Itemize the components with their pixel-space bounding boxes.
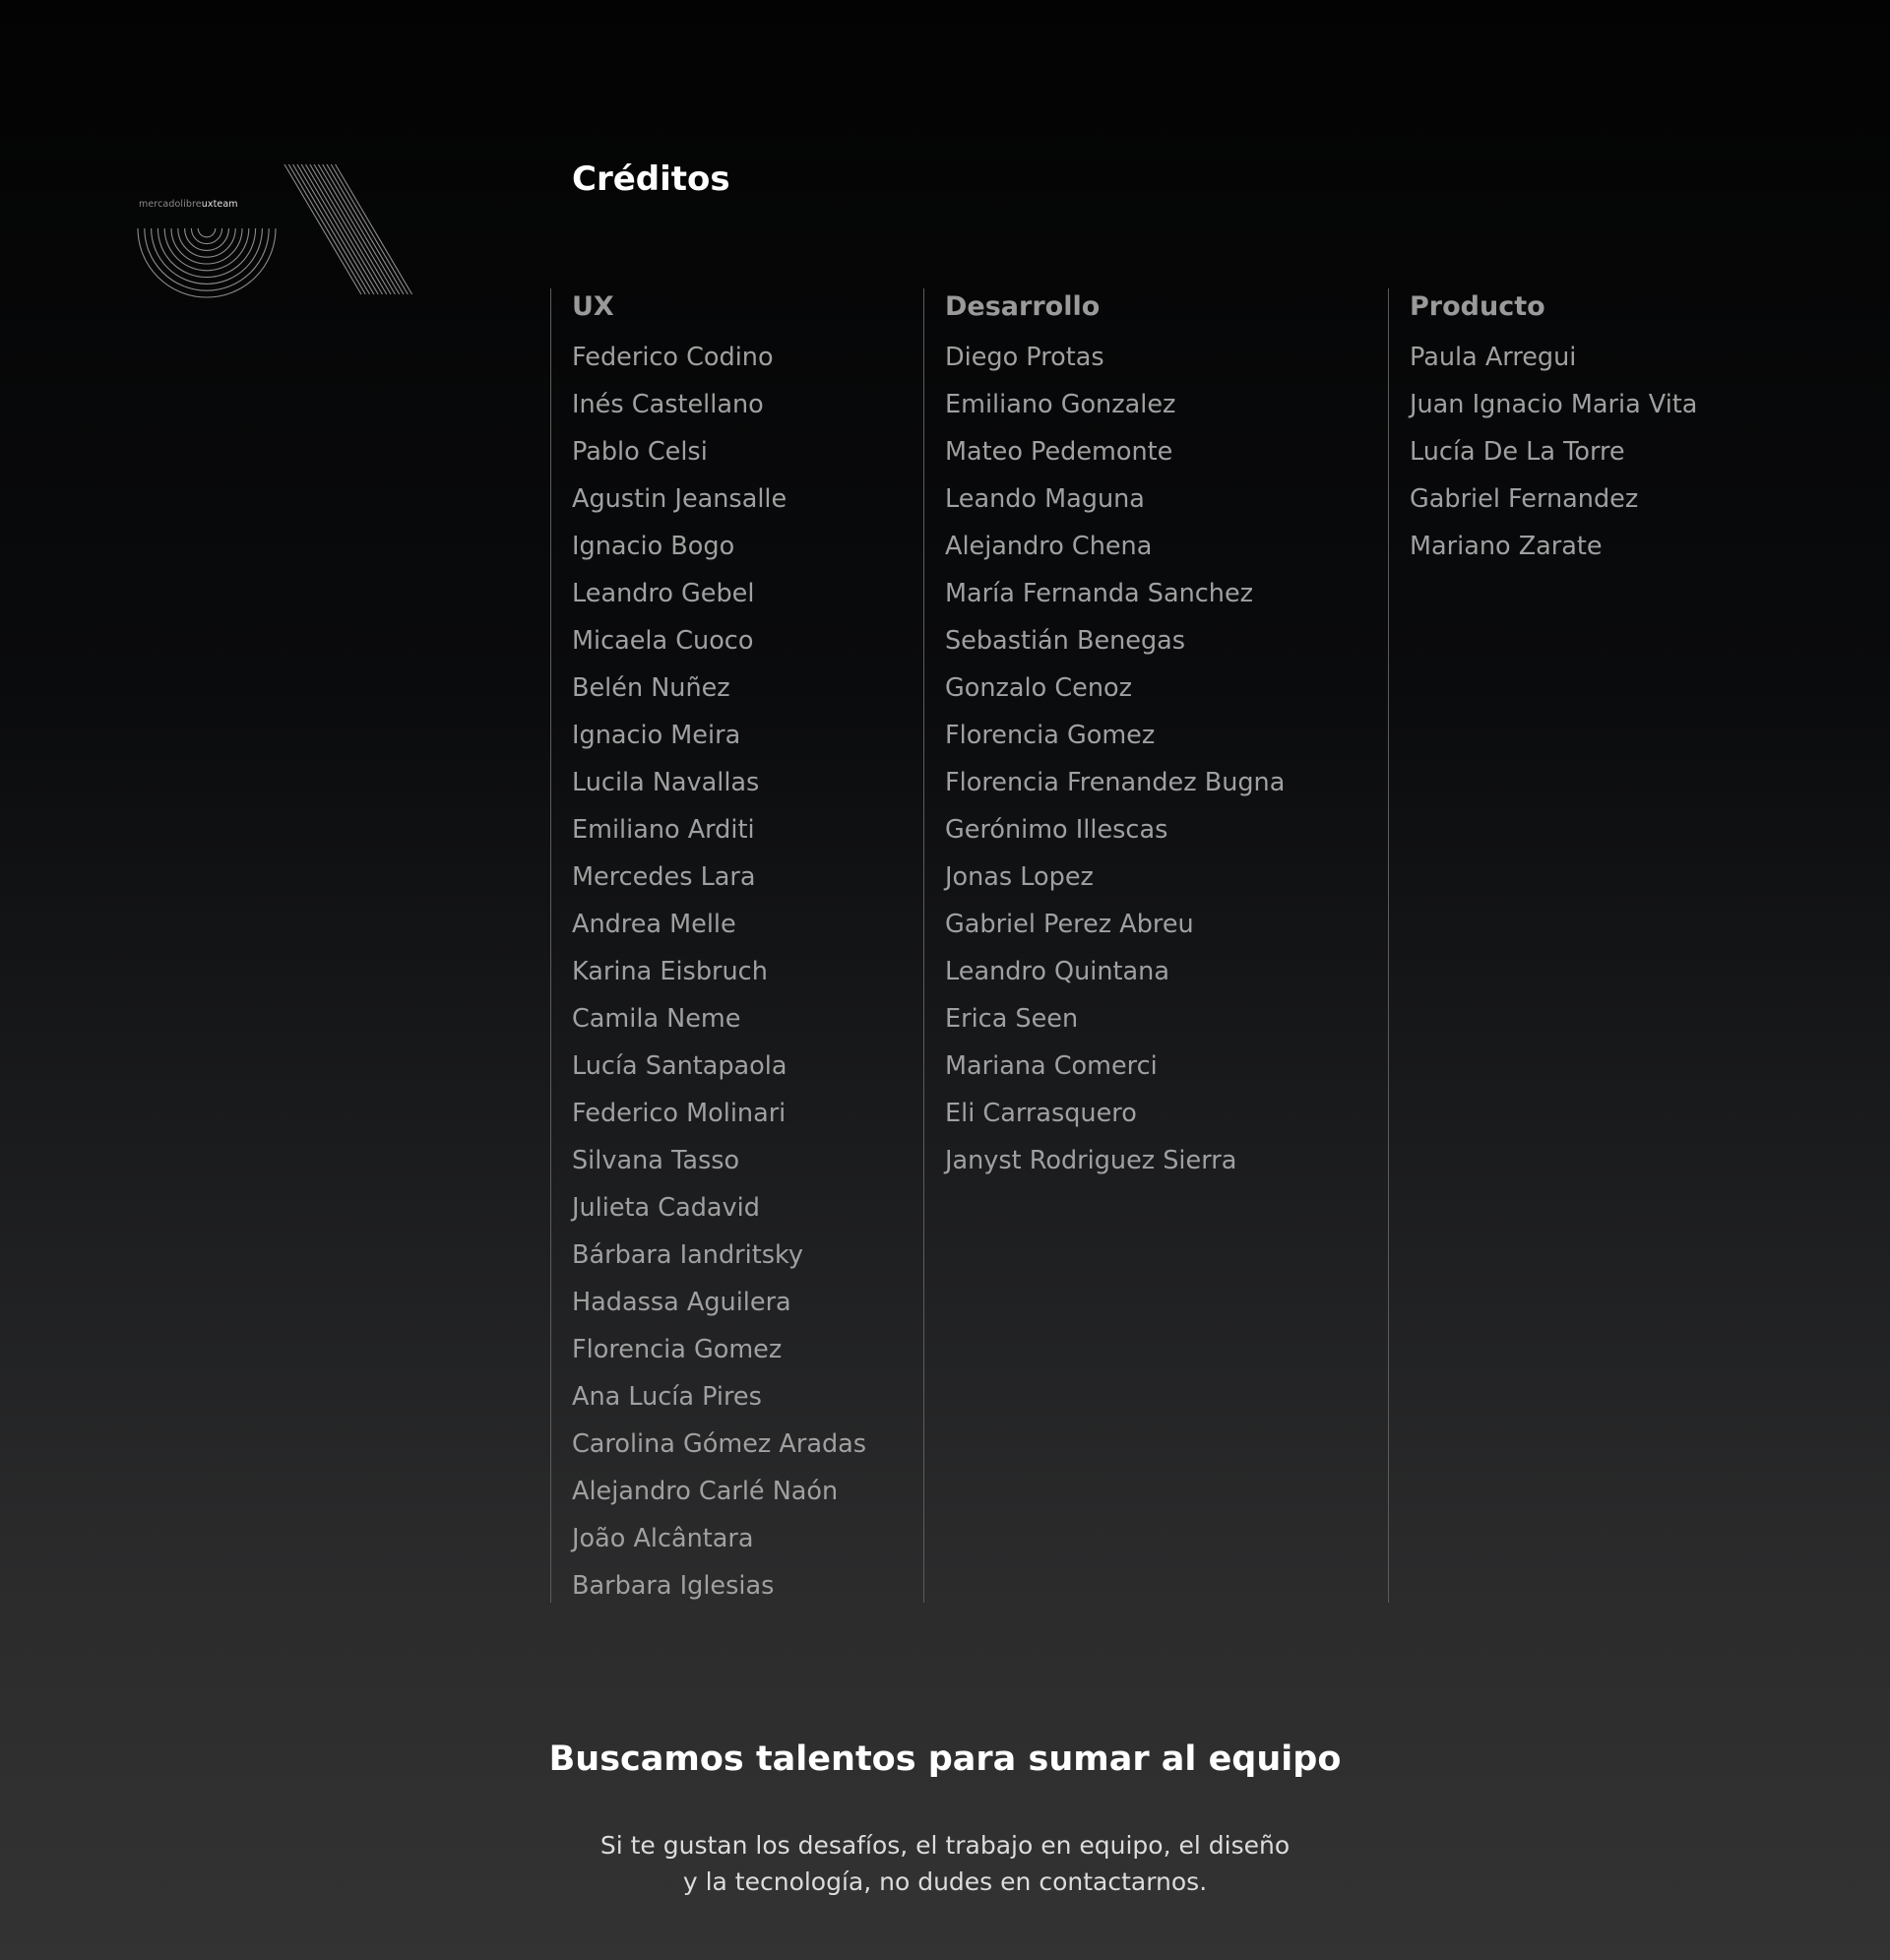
column-producto (1388, 288, 1782, 1603)
list-item: Micaela Cuoco (572, 626, 754, 656)
list-item: Mariano Zarate (1410, 532, 1603, 561)
list-item: Gonzalo Cenoz (945, 673, 1132, 703)
list-item: Pablo Celsi (572, 437, 708, 467)
list-item: Mateo Pedemonte (945, 437, 1173, 467)
list-item: Mercedes Lara (572, 862, 756, 892)
cta-text (0, 1827, 1890, 1900)
list-item: João Alcântara (572, 1524, 754, 1553)
list-item: Lucía Santapaola (572, 1051, 788, 1081)
list-item: Diego Protas (945, 343, 1104, 372)
list-item: Juan Ignacio Maria Vita (1410, 390, 1698, 419)
list-item: Ana Lucía Pires (572, 1382, 762, 1412)
list-item: Mariana Comerci (945, 1051, 1158, 1081)
list-item: Barbara Iglesias (572, 1571, 775, 1601)
list-item: Gabriel Fernandez (1410, 484, 1639, 514)
name-list (945, 337, 1388, 1187)
list-item: Leando Maguna (945, 484, 1145, 514)
list-item: Hadassa Aguilera (572, 1288, 791, 1317)
list-item: Janyst Rodriguez Sierra (945, 1146, 1237, 1175)
list-item: Lucía De La Torre (1410, 437, 1625, 467)
list-item: Andrea Melle (572, 910, 736, 939)
cta-title: Buscamos talentos para sumar al equipo (548, 1739, 1342, 1779)
ux-team-logo (137, 162, 438, 300)
list-item: María Fernanda Sanchez (945, 579, 1254, 608)
list-item: Leandro Quintana (945, 957, 1169, 986)
list-item: Eli Carrasquero (945, 1099, 1137, 1128)
name-list (1410, 337, 1782, 573)
page-title: Créditos (572, 159, 730, 199)
list-item: Florencia Gomez (572, 1335, 783, 1364)
column-title: Desarrollo (945, 291, 1101, 322)
list-item: Ignacio Bogo (572, 532, 735, 561)
column-desarrollo (923, 288, 1388, 1603)
list-item: Camila Neme (572, 1004, 741, 1034)
list-item: Federico Molinari (572, 1099, 787, 1128)
column-ux (550, 288, 922, 1603)
logo-wordmark (139, 199, 238, 210)
ux-logo-icon (137, 162, 438, 300)
list-item: Florencia Gomez (945, 721, 1156, 750)
list-item: Sebastián Benegas (945, 626, 1186, 656)
logo-wordmark-part2: uxteam (201, 199, 238, 210)
list-item: Silvana Tasso (572, 1146, 740, 1175)
list-item: Carolina Gómez Aradas (572, 1429, 867, 1459)
logo-wordmark-part1: mercadolibre (139, 199, 202, 210)
column-title: UX (572, 291, 614, 322)
column-title: Producto (1410, 291, 1545, 322)
list-item: Leandro Gebel (572, 579, 755, 608)
list-item: Alejandro Chena (945, 532, 1153, 561)
list-item: Alejandro Carlé Naón (572, 1477, 839, 1506)
name-list (572, 337, 922, 1612)
list-item: Paula Arregui (1410, 343, 1577, 372)
list-item: Agustin Jeansalle (572, 484, 788, 514)
list-item: Federico Codino (572, 343, 774, 372)
list-item: Ignacio Meira (572, 721, 741, 750)
list-item: Jonas Lopez (945, 862, 1094, 892)
list-item: Emiliano Gonzalez (945, 390, 1176, 419)
cta-text-line: y la tecnología, no dudes en contactarnos. (682, 1867, 1208, 1896)
list-item: Julieta Cadavid (572, 1193, 760, 1223)
list-item: Florencia Frenandez Bugna (945, 768, 1286, 797)
list-item: Erica Seen (945, 1004, 1079, 1034)
list-item: Gerónimo Illescas (945, 815, 1168, 845)
cta-text-line: Si te gustan los desafíos, el trabajo en equipo, el diseño (599, 1831, 1291, 1860)
list-item: Karina Eisbruch (572, 957, 768, 986)
list-item: Belén Nuñez (572, 673, 730, 703)
list-item: Emiliano Arditi (572, 815, 755, 845)
list-item: Inés Castellano (572, 390, 764, 419)
list-item: Lucila Navallas (572, 768, 760, 797)
list-item: Gabriel Perez Abreu (945, 910, 1194, 939)
list-item: Bárbara Iandritsky (572, 1240, 803, 1270)
